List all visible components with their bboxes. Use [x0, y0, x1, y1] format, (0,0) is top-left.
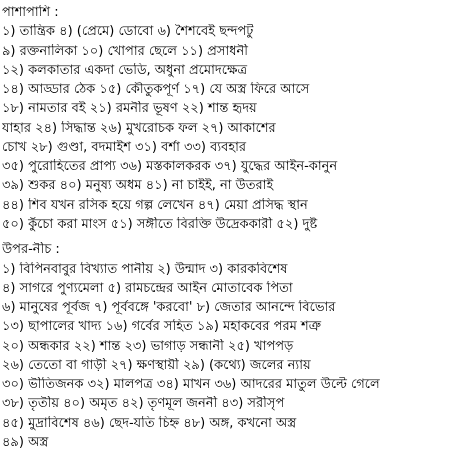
clue-line: চোখ ২৮) গুণ্ডা, বদমাইশ ৩১) বর্শা ৩৩) ব্যবহার: [2, 140, 247, 155]
clue-line: ২৬) তেতো বা গাড়ী ২৭) ক্ষণস্থায়ী ২৯) (কথ্যে) জলের ন্যায়: [2, 358, 311, 373]
clue-line: ১৪) আড্ডার ঠেক ১৫) কৌতুকপূর্ণ ১৭) যে অস্ত্র ফিরে আসে: [2, 82, 310, 97]
clue-line: ৫০) কুঁচো করা মাংস ৫১) সঙ্গীতে বিরক্তি উদ্রেককারী ৫২) দুষ্ট: [2, 217, 318, 232]
clue-line: ৩৯) শুকর ৪০) মনুষ্য অধম ৪১) না চাইই, না উতরাই: [2, 178, 274, 193]
clue-line: ১৩) ছাপালের খাদ্য ১৬) গর্বের সহিত ১৯) মহাকবের পরম শত্রু: [2, 319, 321, 334]
clue-line: যাহার ২৪) সিদ্ধান্ত ২৬) মুখরোচক ফল ২৭) আকাশের: [2, 121, 276, 136]
section-heading-across: পাশাপাশি :: [2, 5, 59, 20]
clue-line: ৪৫) মুদ্রাবিশেষ ৪৬) ছেদ-যতি চিহ্ন ৪৮) অঙ্গ, কখনো অস্ত্র: [2, 416, 297, 431]
clue-line: ৯) রক্তনালিকা ১০) খোপার ছেলে ১১) প্রসাধনী: [2, 44, 248, 59]
clue-line: ৩৫) পুরোহিতের প্রাপ্য ৩৬) মস্তকালকরক ৩৭) যুদ্ধের আইন-কানুন: [2, 159, 338, 174]
clue-line: ৩০) ভীতিজনক ৩২) মালপত্র ৩৪) মাখন ৩৬) আদরের মাতুল উল্টে গেলে: [2, 377, 380, 392]
clue-line: ১) বিপিনবাবুর বিখ্যাত পানীয় ২) উন্মাদ ৩) কারকবিশেষ: [2, 262, 288, 277]
clue-line: ১) তান্ত্রিক ৪) (প্রেমে) ডোবো ৬) শৈশবেই ছন্দপটু: [2, 24, 254, 39]
clue-line: ৬) মানুষের পূর্বজ ৭) পূর্ববঙ্গে 'করবো' ৮) জেতার আনন্দে বিভোর: [2, 300, 336, 315]
clue-line: ৪৯) অস্ত্র: [2, 435, 49, 450]
clue-line: ৩৮) তৃতীয় ৪০) অমৃত ৪২) তৃণমূল জননী ৪৩) সরীসৃপ: [2, 396, 285, 411]
clue-line: ৪৪) শিব যখন রসিক হয়ে গল্প লেখেন ৪৭) মেয়া প্রসিদ্ধ স্থান: [2, 198, 308, 213]
clue-line: ২০) অন্ধকার ২২) শান্ত ২৩) ভাগাড় সন্ধানী ২৫) খাপপড়: [2, 339, 294, 354]
clue-line: ৪) সাগরে পুণ্যমেলা ৫) রামচন্দ্রের আইন মোতাবেক পিতা: [2, 281, 293, 296]
clue-line: ১২) কলকাতার একদা ভেডি, অধুনা প্রমোদক্ষেত্র: [2, 63, 248, 78]
clue-line: ১৮) নামতার বই ২১) রমনীর ভূষণ ২২) শান্ত হৃদয়: [2, 101, 257, 116]
section-heading-down: উপর-নীচ :: [2, 242, 60, 257]
